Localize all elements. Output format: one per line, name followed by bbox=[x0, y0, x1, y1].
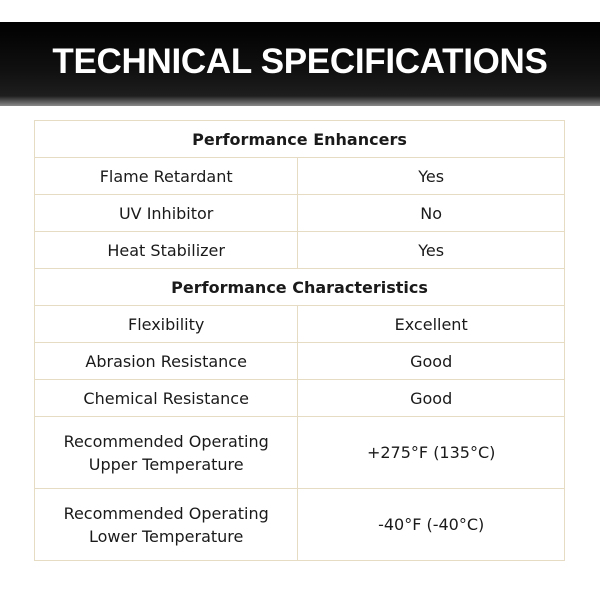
spec-label: UV Inhibitor bbox=[35, 195, 298, 232]
spec-value: Yes bbox=[298, 158, 565, 195]
spec-label: Chemical Resistance bbox=[35, 380, 298, 417]
table-row bbox=[35, 195, 565, 232]
section-heading: Performance Enhancers bbox=[35, 121, 565, 158]
spec-label: Abrasion Resistance bbox=[35, 343, 298, 380]
title-banner bbox=[0, 22, 600, 106]
spec-label: Flame Retardant bbox=[35, 158, 298, 195]
spec-value: -40°F (-40°C) bbox=[298, 489, 565, 561]
spec-value: Excellent bbox=[298, 306, 565, 343]
spec-value: Good bbox=[298, 343, 565, 380]
spec-value: Good bbox=[298, 380, 565, 417]
table-row bbox=[35, 232, 565, 269]
spec-label: Recommended Operating Lower Temperature bbox=[35, 489, 298, 561]
spec-label: Flexibility bbox=[35, 306, 298, 343]
spec-value: Yes bbox=[298, 232, 565, 269]
section-header-row bbox=[35, 269, 565, 306]
specifications-table bbox=[34, 120, 565, 561]
page-title: TECHNICAL SPECIFICATIONS bbox=[52, 42, 548, 81]
table-row bbox=[35, 343, 565, 380]
spec-value: +275°F (135°C) bbox=[298, 417, 565, 489]
table-row bbox=[35, 158, 565, 195]
table-row bbox=[35, 417, 565, 489]
section-heading: Performance Characteristics bbox=[35, 269, 565, 306]
table-row bbox=[35, 306, 565, 343]
table-row bbox=[35, 489, 565, 561]
section-header-row bbox=[35, 121, 565, 158]
table-row bbox=[35, 380, 565, 417]
spec-label: Recommended Operating Upper Temperature bbox=[35, 417, 298, 489]
spec-label: Heat Stabilizer bbox=[35, 232, 298, 269]
spec-value: No bbox=[298, 195, 565, 232]
